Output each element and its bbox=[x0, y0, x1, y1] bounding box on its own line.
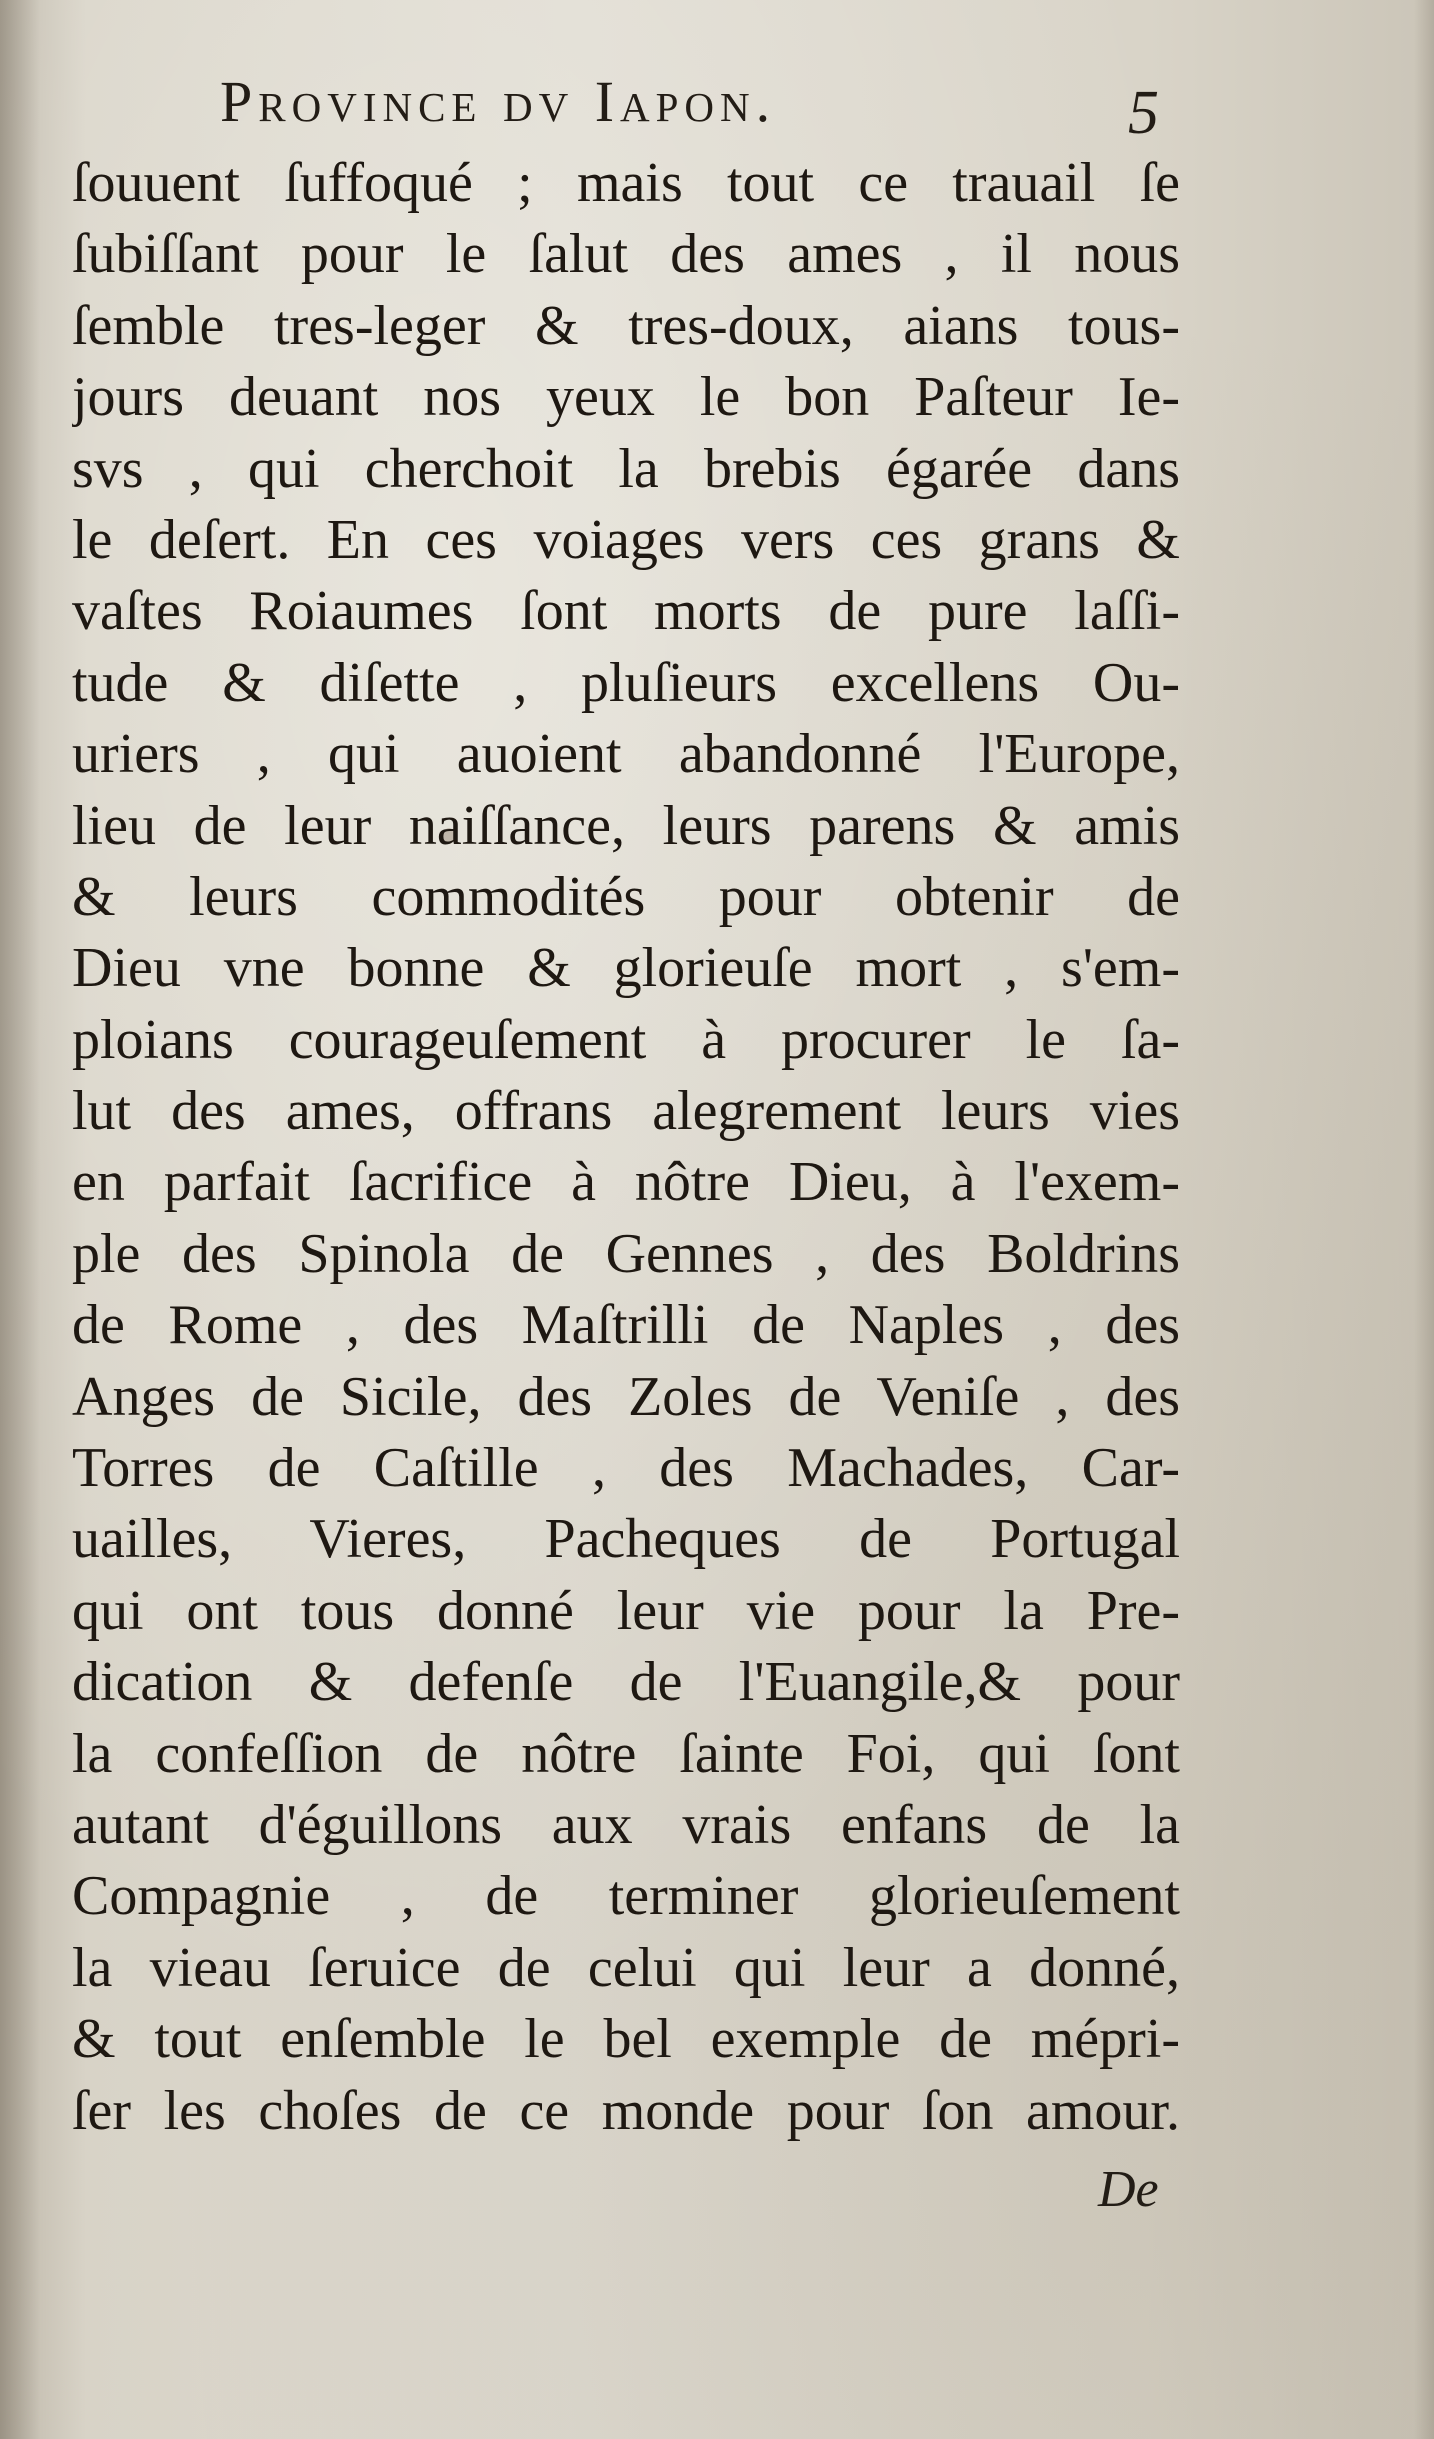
text-line: lieu de leur naiſſance, leurs parens & amis bbox=[72, 794, 1180, 857]
body-text bbox=[72, 148, 1180, 2147]
text-line: Compagnie , de terminer glorieuſement bbox=[72, 1865, 1180, 1928]
text-line: autant d'éguillons aux vrais enfans de la bbox=[72, 1793, 1180, 1856]
text-line: ſubiſſant pour le ſalut des ames , il nous bbox=[72, 223, 1180, 286]
catchword: De bbox=[1098, 2161, 1159, 2218]
text-line: ple des Spinola de Gennes , des Boldrins bbox=[72, 1222, 1180, 1285]
page-gutter-shadow bbox=[0, 0, 40, 2439]
page-edge-shadow bbox=[1414, 0, 1434, 2439]
text-line: la confeſſion de nôtre ſainte Foi, qui ſont bbox=[72, 1722, 1180, 1785]
text-line: ſouuent ſuffoqué ; mais tout ce trauail ſe bbox=[72, 152, 1180, 214]
text-line: & tout enſemble le bel exemple de mépri- bbox=[72, 2008, 1180, 2071]
text-line: ſemble tres-leger & tres-doux, aians tous- bbox=[72, 294, 1180, 357]
text-line: uriers , qui auoient abandonné l'Europe, bbox=[72, 723, 1180, 786]
text-line: ſer les choſes de ce monde pour ſon amour. bbox=[72, 2079, 1180, 2142]
text-line: Torres de Caſtille , des Machades, Car- bbox=[72, 1437, 1180, 1500]
page-number: 5 bbox=[1128, 79, 1159, 147]
text-line: vaſtes Roiaumes ſont morts de pure laſſi- bbox=[72, 580, 1180, 643]
text-line: Dieu vne bonne & glorieuſe mort , s'em- bbox=[72, 937, 1180, 1000]
text-line: jours deuant nos yeux le bon Paſteur Ie- bbox=[72, 366, 1180, 429]
text-line: uailles, Vieres, Pacheques de Portugal bbox=[72, 1508, 1180, 1571]
text-line: Anges de Sicile, des Zoles de Veniſe , des bbox=[72, 1365, 1180, 1428]
text-line: qui ont tous donné leur vie pour la Pre- bbox=[72, 1579, 1180, 1642]
text-line: & leurs commodités pour obtenir de bbox=[72, 865, 1180, 928]
text-line: la vieau ſeruice de celui qui leur a donné, bbox=[72, 1936, 1180, 1999]
text-line: lut des ames, offrans alegrement leurs vies bbox=[72, 1080, 1180, 1143]
text-line: le deſert. En ces voiages vers ces grans & bbox=[72, 508, 1180, 571]
text-line: ploians courageuſement à procurer le ſa- bbox=[72, 1008, 1180, 1071]
text-line: de Rome , des Maſtrilli de Naples , des bbox=[72, 1294, 1180, 1357]
text-line: en parfait ſacrifice à nôtre Dieu, à l'exem- bbox=[72, 1151, 1180, 1214]
text-line: svs , qui cherchoit la brebis égarée dans bbox=[72, 437, 1180, 500]
text-line: tude & diſette , pluſieurs excellens Ou- bbox=[72, 651, 1180, 714]
running-head: Province dv Iapon. bbox=[220, 69, 777, 134]
text-line: dication & defenſe de l'Euangile,& pour bbox=[72, 1651, 1180, 1714]
